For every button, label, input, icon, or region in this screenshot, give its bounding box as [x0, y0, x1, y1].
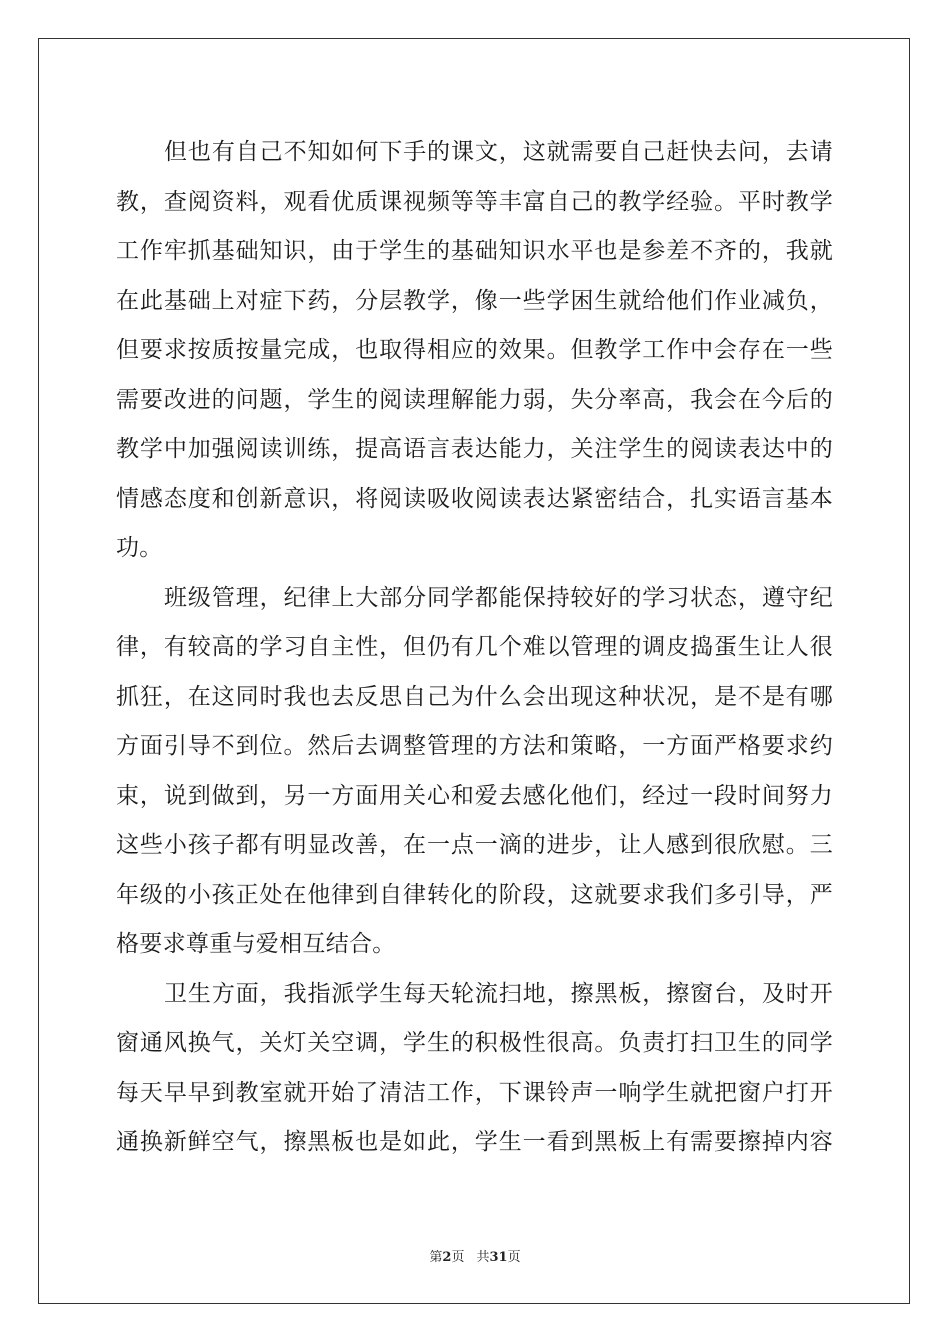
- paragraph-line: 情感态度和创新意识，将阅读吸收阅读表达紧密结合，扎实语言基本: [116, 485, 833, 512]
- paragraph-line: 在此基础上对症下药，分层教学，像一些学困生就给他们作业减负，: [116, 287, 833, 314]
- current-page-number: 2: [442, 1250, 452, 1265]
- page-label-prefix: 第: [429, 1250, 443, 1265]
- paragraph-line: 抓狂，在这同时我也去反思自己为什么会出现这种状况，是不是有哪: [116, 683, 833, 710]
- total-page-count: 31: [489, 1250, 508, 1265]
- paragraph-line: 教学中加强阅读训练，提高语言表达能力，关注学生的阅读表达中的: [116, 436, 833, 462]
- paragraph-line: 需要改进的问题，学生的阅读理解能力弱，失分率高，我会在今后的: [116, 386, 833, 413]
- paragraph-line: 束，说到做到，另一方面用关心和爱去感化他们，经过一段时间努力: [116, 782, 833, 809]
- paragraph-line: 这些小孩子都有明显改善，在一点一滴的进步，让人感到很欣慰。三: [116, 832, 833, 858]
- page-footer: [0, 1246, 950, 1265]
- paragraph-line: 每天早早到教室就开始了清洁工作，下课铃声一响学生就把窗户打开: [116, 1079, 833, 1106]
- paragraph-line: 教，查阅资料，观看优质课视频等等丰富自己的教学经验。平时教学: [116, 188, 833, 215]
- page-label-suffix: 页: [451, 1250, 465, 1265]
- paragraph-line: 方面引导不到位。然后去调整管理的方法和策略，一方面严格要求约: [116, 733, 833, 759]
- document-body: [116, 128, 833, 1168]
- paragraph-line: 但也有自己不知如何下手的课文，这就需要自己赶快去问，去请: [164, 139, 833, 165]
- paragraph-line: 班级管理，纪律上大部分同学都能保持较好的学习状态，遵守纪: [164, 584, 833, 611]
- total-label-suffix: 页: [507, 1250, 521, 1265]
- paragraph-line: 年级的小孩正处在他律到自律转化的阶段，这就要求我们多引导，严: [116, 881, 833, 908]
- paragraph-line: 窗通风换气，关灯关空调，学生的积极性很高。负责打扫卫生的同学: [116, 1030, 833, 1056]
- paragraph-line: 但要求按质按量完成，也取得相应的效果。但教学工作中会存在一些: [116, 337, 833, 363]
- paragraph-line: 工作牢抓基础知识，由于学生的基础知识水平也是参差不齐的，我就: [116, 238, 833, 264]
- paragraph-line: 律，有较高的学习自主性，但仍有几个难以管理的调皮捣蛋生让人很: [116, 634, 833, 660]
- paragraph-line: 通换新鲜空气，擦黑板也是如此，学生一看到黑板上有需要擦掉内容: [116, 1129, 833, 1155]
- paragraph-line: 功。: [116, 535, 163, 561]
- total-label-prefix: 共: [476, 1250, 490, 1265]
- paragraph-line: 格要求尊重与爱相互结合。: [116, 931, 396, 957]
- paragraph-line: 卫生方面，我指派学生每天轮流扫地，擦黑板，擦窗台，及时开: [164, 980, 833, 1007]
